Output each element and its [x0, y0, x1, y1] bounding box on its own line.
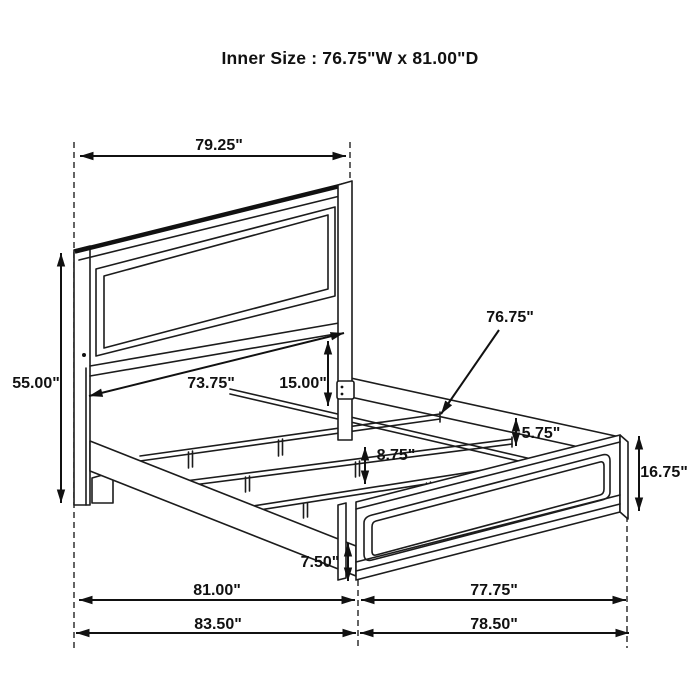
- rail-bracket: [337, 381, 354, 399]
- diagram-title: Inner Size : 76.75"W x 81.00"D: [221, 48, 479, 68]
- footboard-right-face: [620, 435, 628, 519]
- headboard-top-cap: [77, 184, 348, 251]
- dim-label-inner-depth: 81.00": [193, 582, 241, 599]
- headboard-bottom-rail-top: [90, 323, 339, 366]
- dim-label-top-width: 79.25": [195, 137, 243, 154]
- headboard-panel-bevel: [96, 207, 335, 356]
- headboard-bottom-rail-bottom: [90, 333, 341, 376]
- headboard-left-post: [74, 246, 90, 505]
- dim-leader-slat-inner-width: [441, 330, 499, 414]
- dim-label-footboard-height: 16.75": [640, 464, 688, 481]
- dim-label-headboard-inner-width: 73.75": [187, 375, 235, 392]
- headboard: [77, 184, 348, 376]
- headboard-right-post: [338, 181, 352, 440]
- dim-label-slat-support-height: 8.75": [376, 447, 416, 464]
- dim-label-headboard-height: 55.00": [12, 375, 60, 392]
- headboard-face-top-edge: [79, 196, 340, 260]
- dim-label-slat-inner-width: 76.75": [486, 309, 534, 326]
- bed-drawing: [74, 181, 628, 580]
- dim-label-headboard-panel-height: 15.00": [279, 375, 327, 392]
- headboard-screw-left: [82, 353, 86, 357]
- dim-label-side-rail-height: 5.75": [521, 425, 561, 442]
- dim-label-footboard-overall-width: 78.50": [470, 616, 518, 633]
- dim-label-footboard-inner-width: 77.75": [470, 582, 518, 599]
- far-side-rail: [346, 377, 620, 456]
- dim-label-footboard-base-height: 7.50": [300, 554, 340, 571]
- dim-label-overall-depth: 83.50": [194, 616, 242, 633]
